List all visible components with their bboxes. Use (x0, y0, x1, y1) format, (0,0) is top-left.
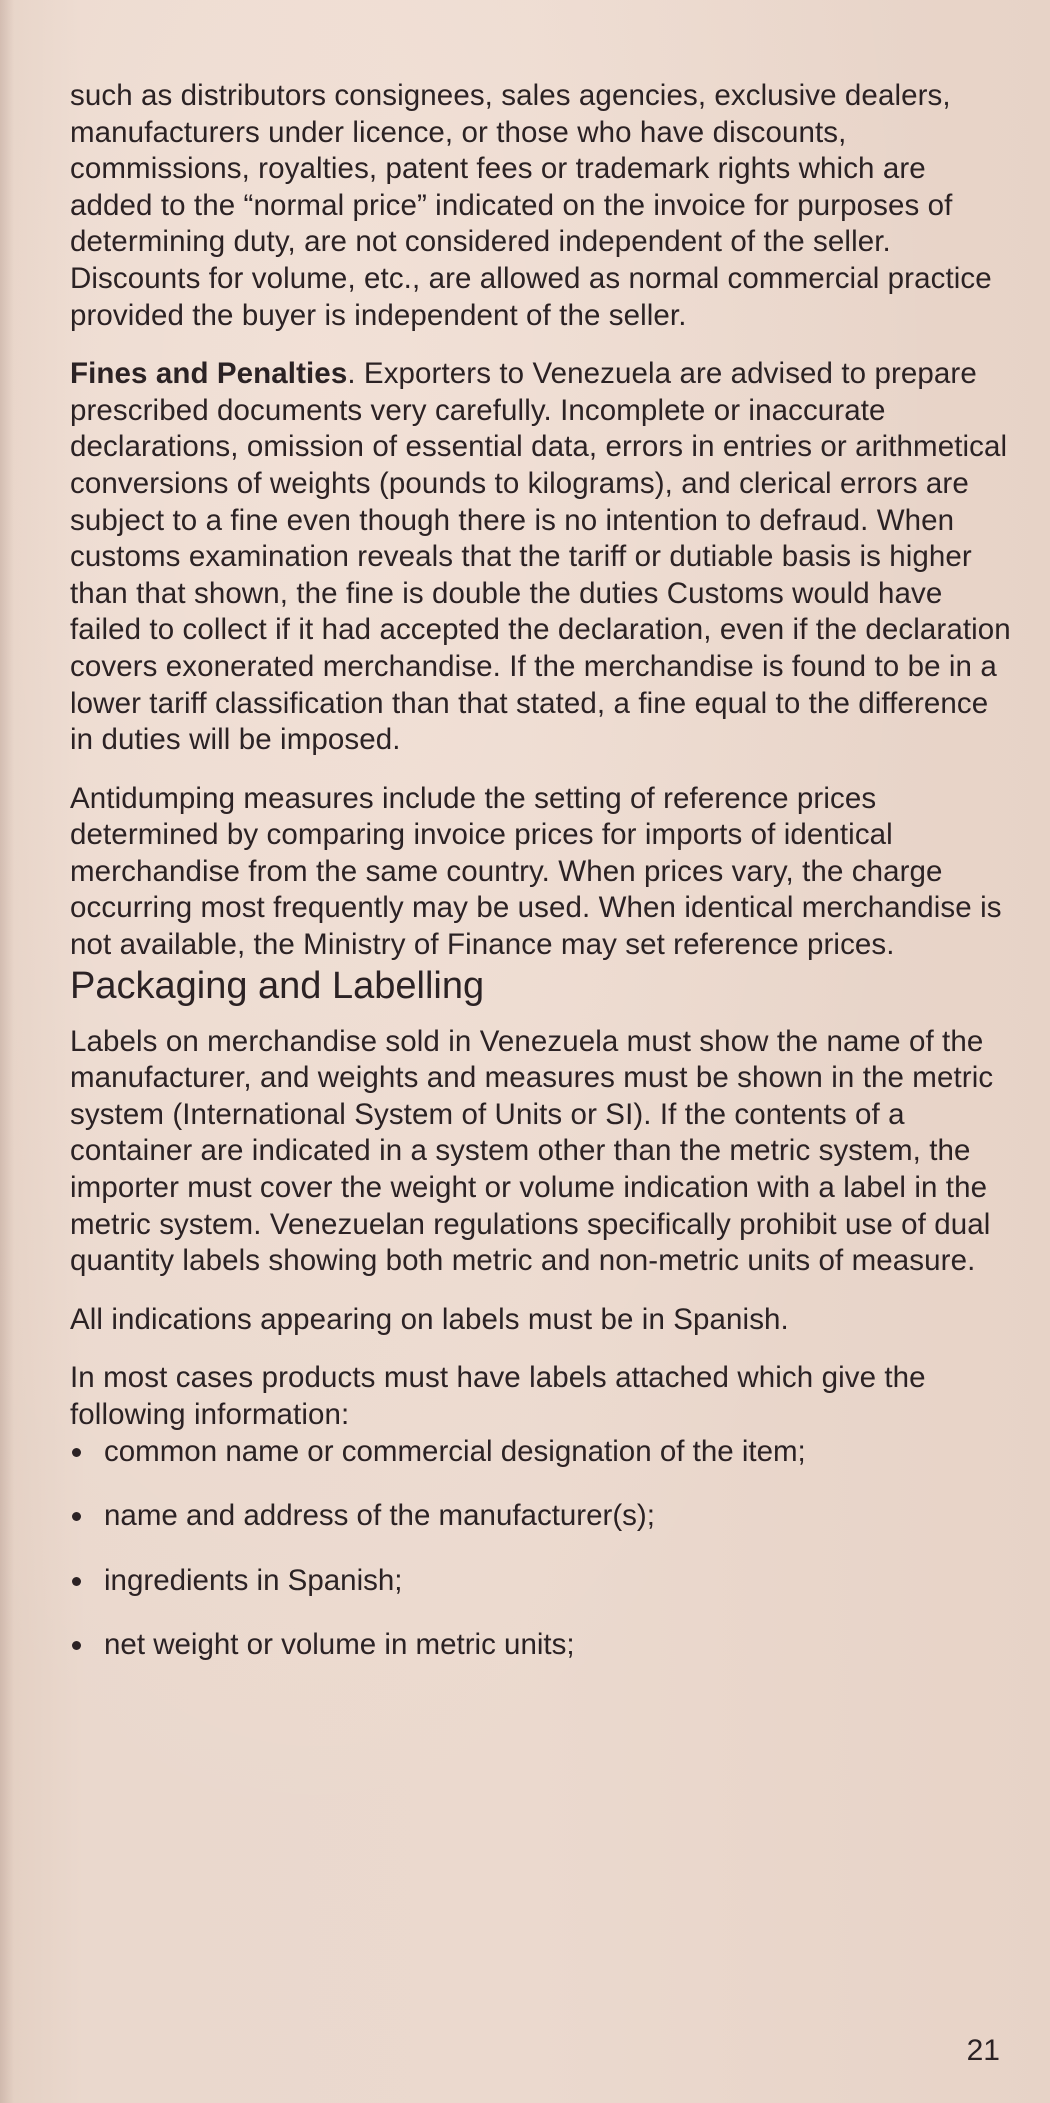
bullet-icon (72, 1641, 81, 1650)
bullet-icon (72, 1448, 81, 1457)
page-number: 21 (966, 2034, 1000, 2067)
section-heading-packaging: Packaging and Labelling (70, 964, 485, 1007)
list-item (70, 1563, 1015, 1600)
list-item-text: name and address of the manufacturer(s); (104, 1499, 655, 1533)
list-item (70, 1627, 1015, 1664)
list-item-text: ingredients in Spanish; (104, 1563, 403, 1597)
label-info-intro-paragraph: In most cases products must have labels attached which give the following information: (70, 1361, 926, 1431)
list-item-text: common name or commercial designation of the item; (104, 1434, 806, 1468)
bullet-icon (72, 1512, 81, 1521)
bullet-icon (72, 1577, 81, 1586)
fines-body-text: . Exporters to Venezuela are advised to prepare prescribed documents very carefully. Incomplete or inaccurate declarations, omission of essential data, errors in entries or arithmetical conversions of weights (pounds to kilograms), and clerical errors are subject to a fine even though there is no intention to defraud. When customs examination reveals that the tariff or dutiable basis is higher than that shown, the fine is double the duties Customs would have failed to collect if it had accepted the declaration, even if the declaration covers exonerated merchandise. If the merchandise is found to be in a lower tariff classification than that stated, a fine equal to the difference in duties will be imposed. (70, 357, 1011, 757)
label-requirements-list (70, 1434, 1015, 1664)
page-binding-edge (0, 0, 14, 2103)
labelling-paragraph: Labels on merchandise sold in Venezuela must show the name of the manufacturer, and weights and measures must be shown in the metric system (International System of Units or SI). If the contents of a container are indicated in a system other than the metric system, the importer must cover the weight or volume indication with a label in the metric system. Venezuelan regulations specifically prohibit use of dual quantity labels showing both metric and non-metric units of measure. (70, 1024, 994, 1278)
list-item (70, 1498, 1015, 1535)
antidumping-paragraph: Antidumping measures include the setting of reference prices determined by comparing invoice prices for imports of identical merchandise from the same country. When prices vary, the charge occurring most frequently may be used. When identical merchandise is not available, the Ministry of Finance may set reference prices. (70, 781, 1002, 962)
fines-run-in-heading: Fines and Penalties (70, 357, 348, 391)
continued-paragraph: such as distributors consignees, sales agencies, exclusive dealers, manufacturers under licence, or those who have discounts, commissions, royalties, patent fees or trademark rights which are added to the “normal price” indicated on the invoice for purposes of determining duty, are not considered independent of the seller. Discounts for volume, etc., are allowed as normal commercial practice provided the buyer is independent of the seller. (70, 79, 992, 332)
list-item (70, 1434, 1015, 1471)
spanish-requirement-paragraph: All indications appearing on labels must be in Spanish. (70, 1302, 789, 1336)
fines-paragraph (70, 356, 1015, 759)
list-item-text: net weight or volume in metric units; (104, 1628, 575, 1662)
page-body (70, 78, 1015, 1692)
